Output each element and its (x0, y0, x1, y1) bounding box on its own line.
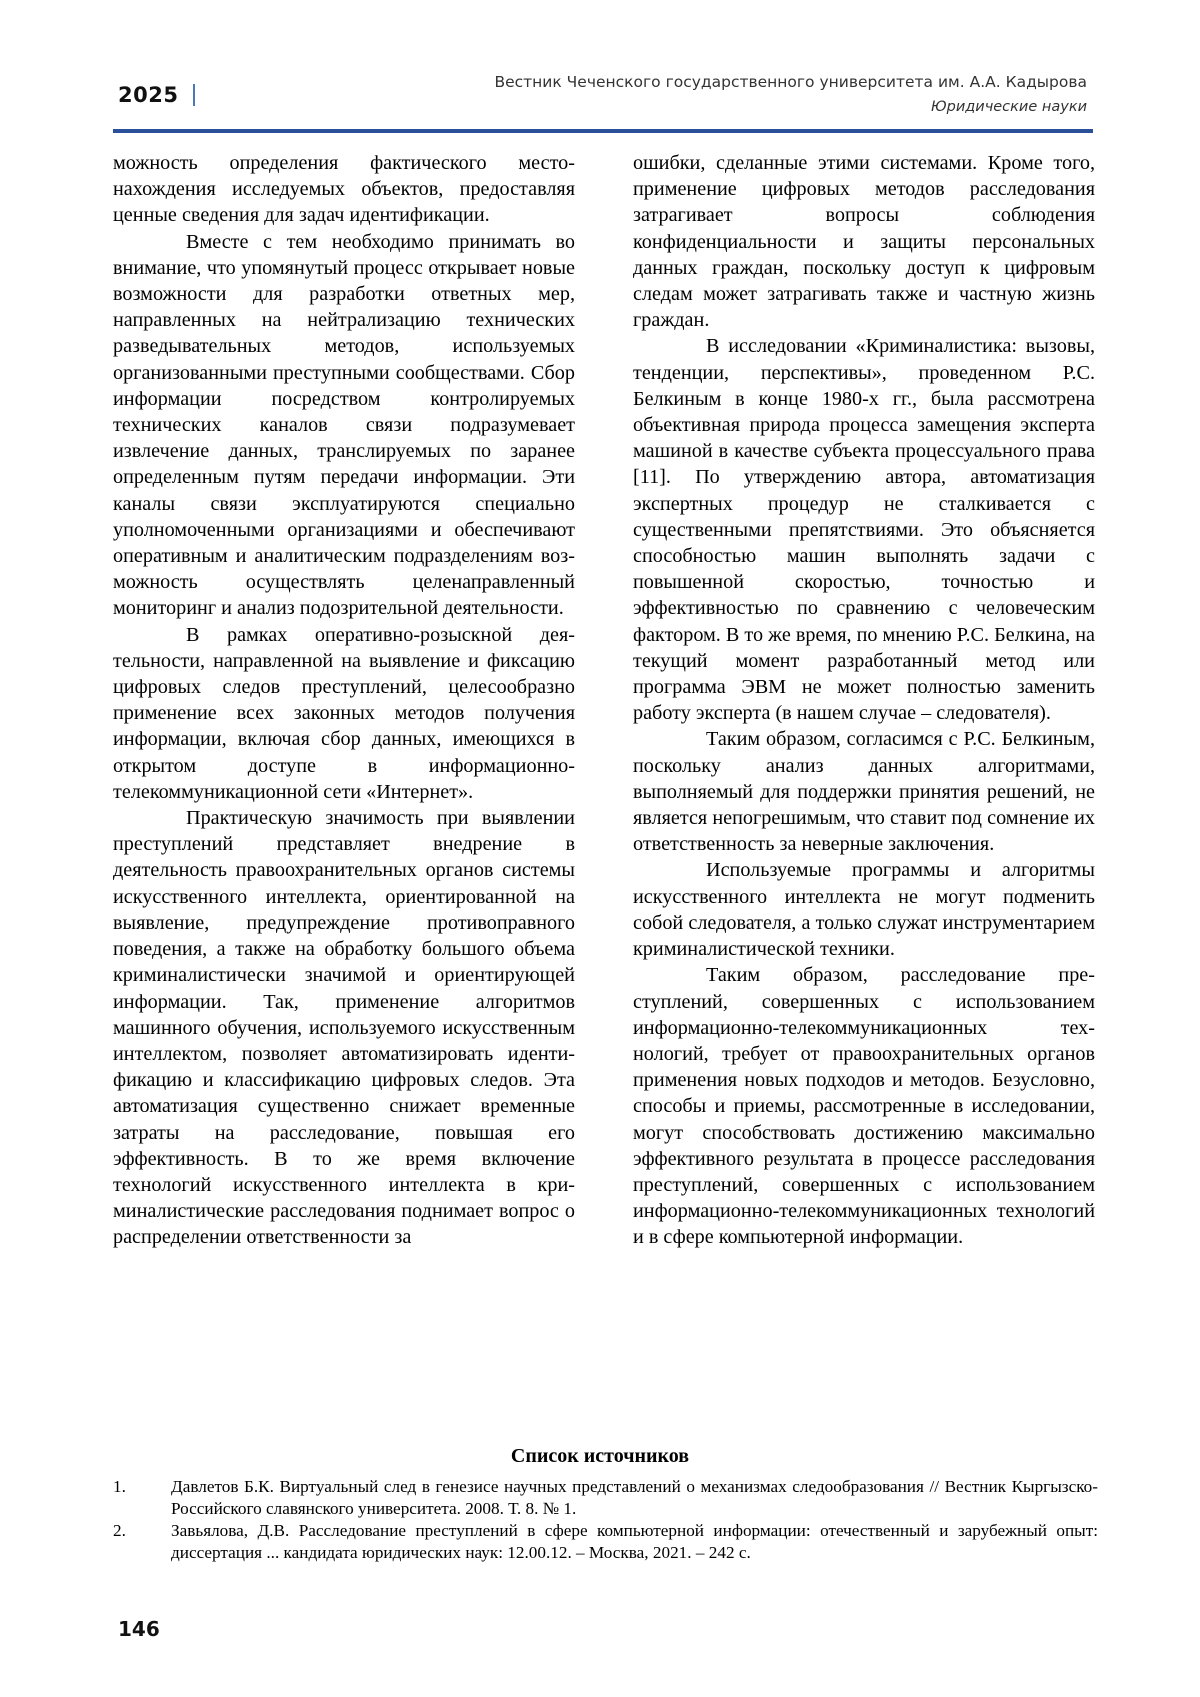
paragraph: Таким образом, согласимся с Р.С. Бел­киным, поскольку анализ данных алгорит­мами, выполняемый для поддержки принятия решений, не является непогрешимым, что ста­вит под сомнение их ответственность за не­верные заключения. (633, 726, 1095, 857)
header-year: 2025 (118, 83, 178, 107)
reference-number: 2. (113, 1520, 171, 1564)
paragraph: ошибки, сделанные этими системами. Кроме того, применение цифровых методов рассле­дования затрагивает вопросы соблюдения конфиденциальности и защиты персональных данных граждан, поскольку доступ к цифро­вым следам может затрагивать также и част­ную жизнь граждан. (633, 150, 1095, 333)
reference-text: Завьялова, Д.В. Расследование преступлений в сфере компьютерной информации: отечественный и зару­бежный опыт: диссертация ... кандидата юридических наук: 12.00.12. – Москва, 2021. – 242 с. (171, 1520, 1098, 1564)
references-list (113, 1476, 1098, 1564)
page-number: 146 (118, 1617, 160, 1641)
reference-number: 1. (113, 1476, 171, 1520)
paragraph: Практическую значимость при выявле­нии преступлений представляет внедрение в деятельность правоохранительных органов системы искусственного интеллекта, ориенти­рованной на выявление, предупреждение про­тивоправного поведения, а также на обра­ботку большого объема криминалистически значимой и ориентирующей информации. Так, применение алгоритмов машинного обу­чения, используемого искусственным интел­лектом, позволяет автоматизировать иденти­фикацию и классификацию цифровых следов. Эта автоматизация существенно снижает вре­менные затраты на расследование, повышая его эффективность. В то же время включение технологий искусственного интеллекта в кри­миналистические расследования поднимает вопрос о распределении ответственности за (113, 805, 575, 1250)
paragraph: В рамках оперативно-розыскной дея­тельности, направленной на выявление и фик­сацию цифровых следов преступлений, целе­сообразно применение всех законных методов получения информации, включая сбор дан­ных, имеющихся в открытом доступе в инфор­мационно-телекоммуникационной сети «Ин­тернет». (113, 622, 575, 805)
right-column (633, 150, 1095, 1251)
reference-text: Давлетов Б.К. Виртуальный след в генезисе научных представлений о механизмах следообразования // Вестник Кыргызско-Российского славянского университета. 2008. Т. 8. № 1. (171, 1476, 1098, 1520)
paragraph: В исследовании «Криминалистика: вы­зовы, тенденции, перспективы», проведенном Р.С. Белкиным в конце 1980-х гг., была рас­смотрена объективная природа процесса заме­щения эксперта машиной в качестве субъекта процессуального права [11]. По утверждению автора, автоматизация экспертных процедур не сталкивается с существенными препятстви­ями. Это объясняется способностью машин выполнять задачи с повышенной скоростью, точностью и эффективностью по сравнению с человеческим фактором. В то же время, по мнению Р.С. Белкина, на текущий момент раз­работанный метод или программа ЭВМ не мо­жет полностью заменить работу эксперта (в нашем случае – следователя). (633, 333, 1095, 726)
header-section-name: Юридические науки (931, 99, 1087, 115)
reference-item (113, 1520, 1098, 1564)
paragraph: Вместе с тем необходимо принимать во внимание, что упомянутый процесс откры­вает новые возможности для разработки от­ветных мер, направленных на нейтрализацию технических разведывательных методов, ис­пользуемых организованными преступными сообществами. Сбор информации посред­ством контролируемых технических каналов связи подразумевает извлечение данных, транслируемых по заранее определенным пу­тям передачи информации. Эти каналы связи эксплуатируются специально уполномочен­ными организациями и обеспечивают опера­тивным и аналитическим подразделениям воз­можность осуществлять целенаправленный мониторинг и анализ подозрительной дея­тельности. (113, 229, 575, 622)
left-column (113, 150, 575, 1251)
paragraph: можность определения фактического место­нахождения исследуемых объектов, предо­ставляя ценные сведения для задач идентифи­кации. (113, 150, 575, 229)
header-journal-title: Вестник Чеченского государственного университета им. А.А. Кадырова (494, 73, 1087, 91)
paragraph: Используемые программы и алго­ритмы искусственного интеллекта не могут подменить собой следователя, а только слу­жат инструментарием криминалистической техники. (633, 857, 1095, 962)
reference-item (113, 1476, 1098, 1520)
header-separator (193, 84, 195, 106)
paragraph: Таким образом, расследование пре­ступлений, совершенных с использованием информационно-телекоммуникационных тех­нологий, требует от правоохранительных ор­ганов применения новых подходов и методов. Безусловно, способы и приемы, рассмотрен­ные в исследовании, могут способствовать до­стижению максимально эффективного резуль­тата в процессе расследования преступлений, совершенных с использованием информаци­онно-телекоммуникационных технологий и в сфере компьютерной информации. (633, 962, 1095, 1250)
references-title: Список источников (0, 1445, 1200, 1468)
header-rule (113, 129, 1093, 133)
journal-page (0, 0, 1200, 1697)
